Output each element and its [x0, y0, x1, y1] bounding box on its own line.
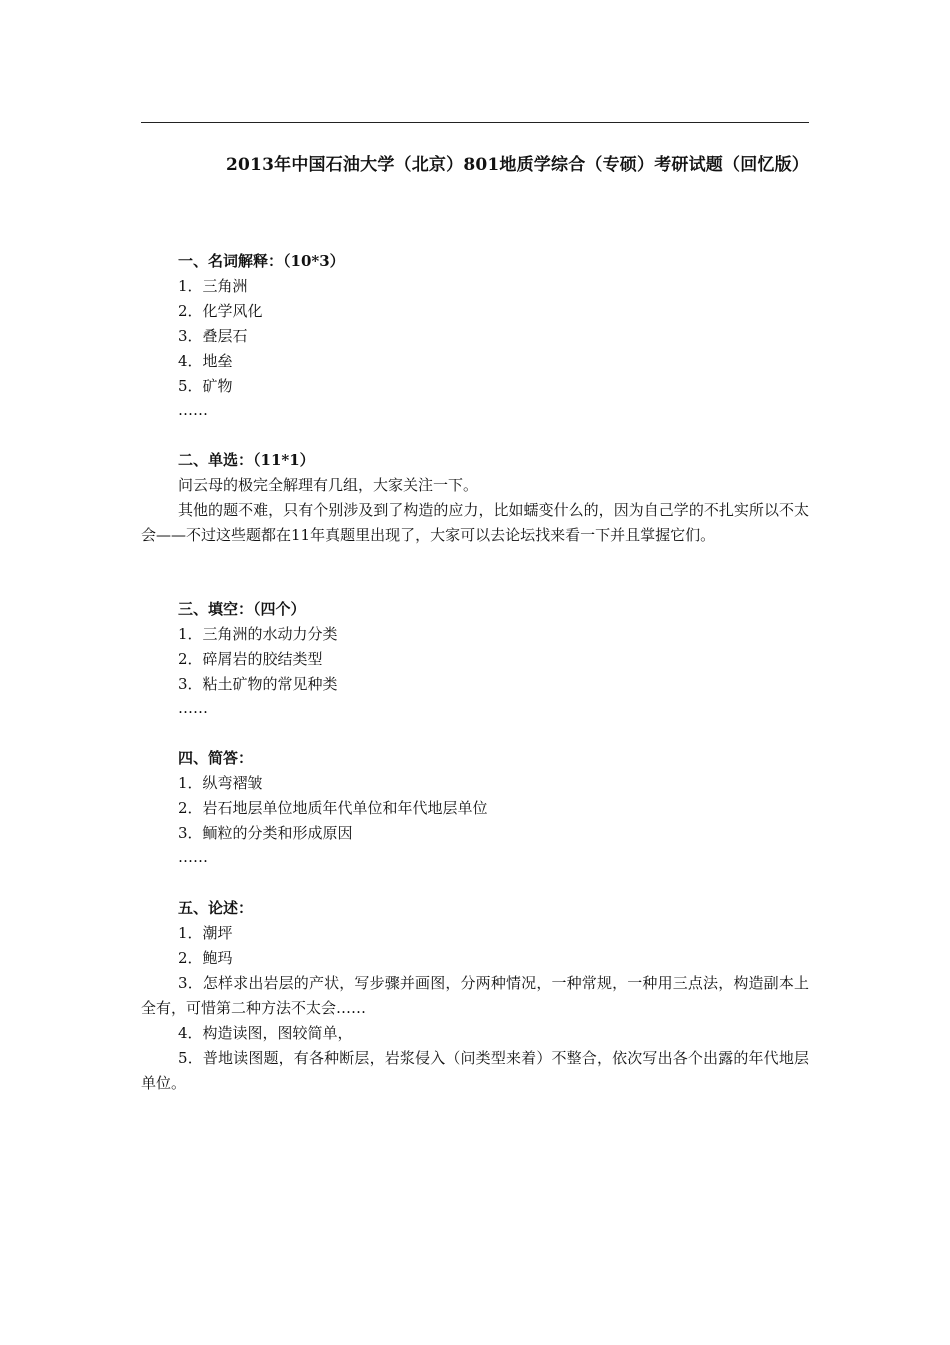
paragraph: 5．普地读图题，有各种断层，岩浆侵入（问类型来着）不整合，依次写出各个出露的年代地层单位。 — [141, 1049, 809, 1092]
list-item: 2．碎屑岩的胶结类型 — [178, 650, 323, 668]
section-essay — [141, 896, 809, 1096]
list-item: 4．地垒 — [178, 352, 233, 370]
list-item: 5．矿物 — [178, 377, 233, 395]
paragraph: 问云母的极完全解理有几组，大家关注一下。 — [178, 476, 479, 494]
section-short-answer — [141, 746, 809, 868]
list-item: 3．鲕粒的分类和形成原因 — [178, 824, 353, 842]
list-item: 3．粘土矿物的常见种类 — [178, 675, 338, 693]
header-rule — [141, 122, 809, 123]
list-item: 1．潮坪 — [178, 924, 233, 942]
paragraph: 其他的题不难，只有个别涉及到了构造的应力，比如蠕变什么的，因为自己学的不扎实所以不太会——不过这些题都在11年真题里出现了，大家可以去论坛找来看一下并且掌握它们。 — [141, 501, 809, 544]
section-terms — [141, 249, 809, 421]
list-item: 1．纵弯褶皱 — [178, 774, 263, 792]
list-item: 2．化学风化 — [178, 302, 263, 320]
list-item: 2．岩石地层单位地质年代单位和年代地层单位 — [178, 799, 488, 817]
list-item: 1．三角洲的水动力分类 — [178, 625, 338, 643]
section-heading: 四、简答： — [178, 749, 254, 767]
section-fill-blank — [141, 597, 809, 719]
list-item: 3．叠层石 — [178, 327, 248, 345]
list-item: 2．鲍玛 — [178, 949, 233, 967]
ellipsis: …… — [178, 848, 208, 866]
paragraph: 3．怎样求出岩层的产状，写步骤并画图，分两种情况，一种常规，一种用三点法，构造副本上全有，可惜第二种方法不太会…… — [141, 974, 809, 1017]
section-single-choice — [141, 448, 809, 548]
section-heading: 三、填空：（四个） — [178, 600, 306, 618]
section-heading: 二、单选：（11*1） — [178, 451, 315, 469]
list-item: 1．三角洲 — [178, 277, 248, 295]
section-heading: 一、名词解释：（10*3） — [178, 252, 345, 270]
section-heading: 五、论述： — [178, 899, 254, 917]
ellipsis: …… — [178, 699, 208, 717]
ellipsis: …… — [178, 401, 208, 419]
document-title: 2013年中国石油大学（北京）801地质学综合（专硕）考研试题（回忆版） — [226, 155, 809, 175]
paragraph: 4．构造读图，图较简单， — [178, 1024, 353, 1042]
